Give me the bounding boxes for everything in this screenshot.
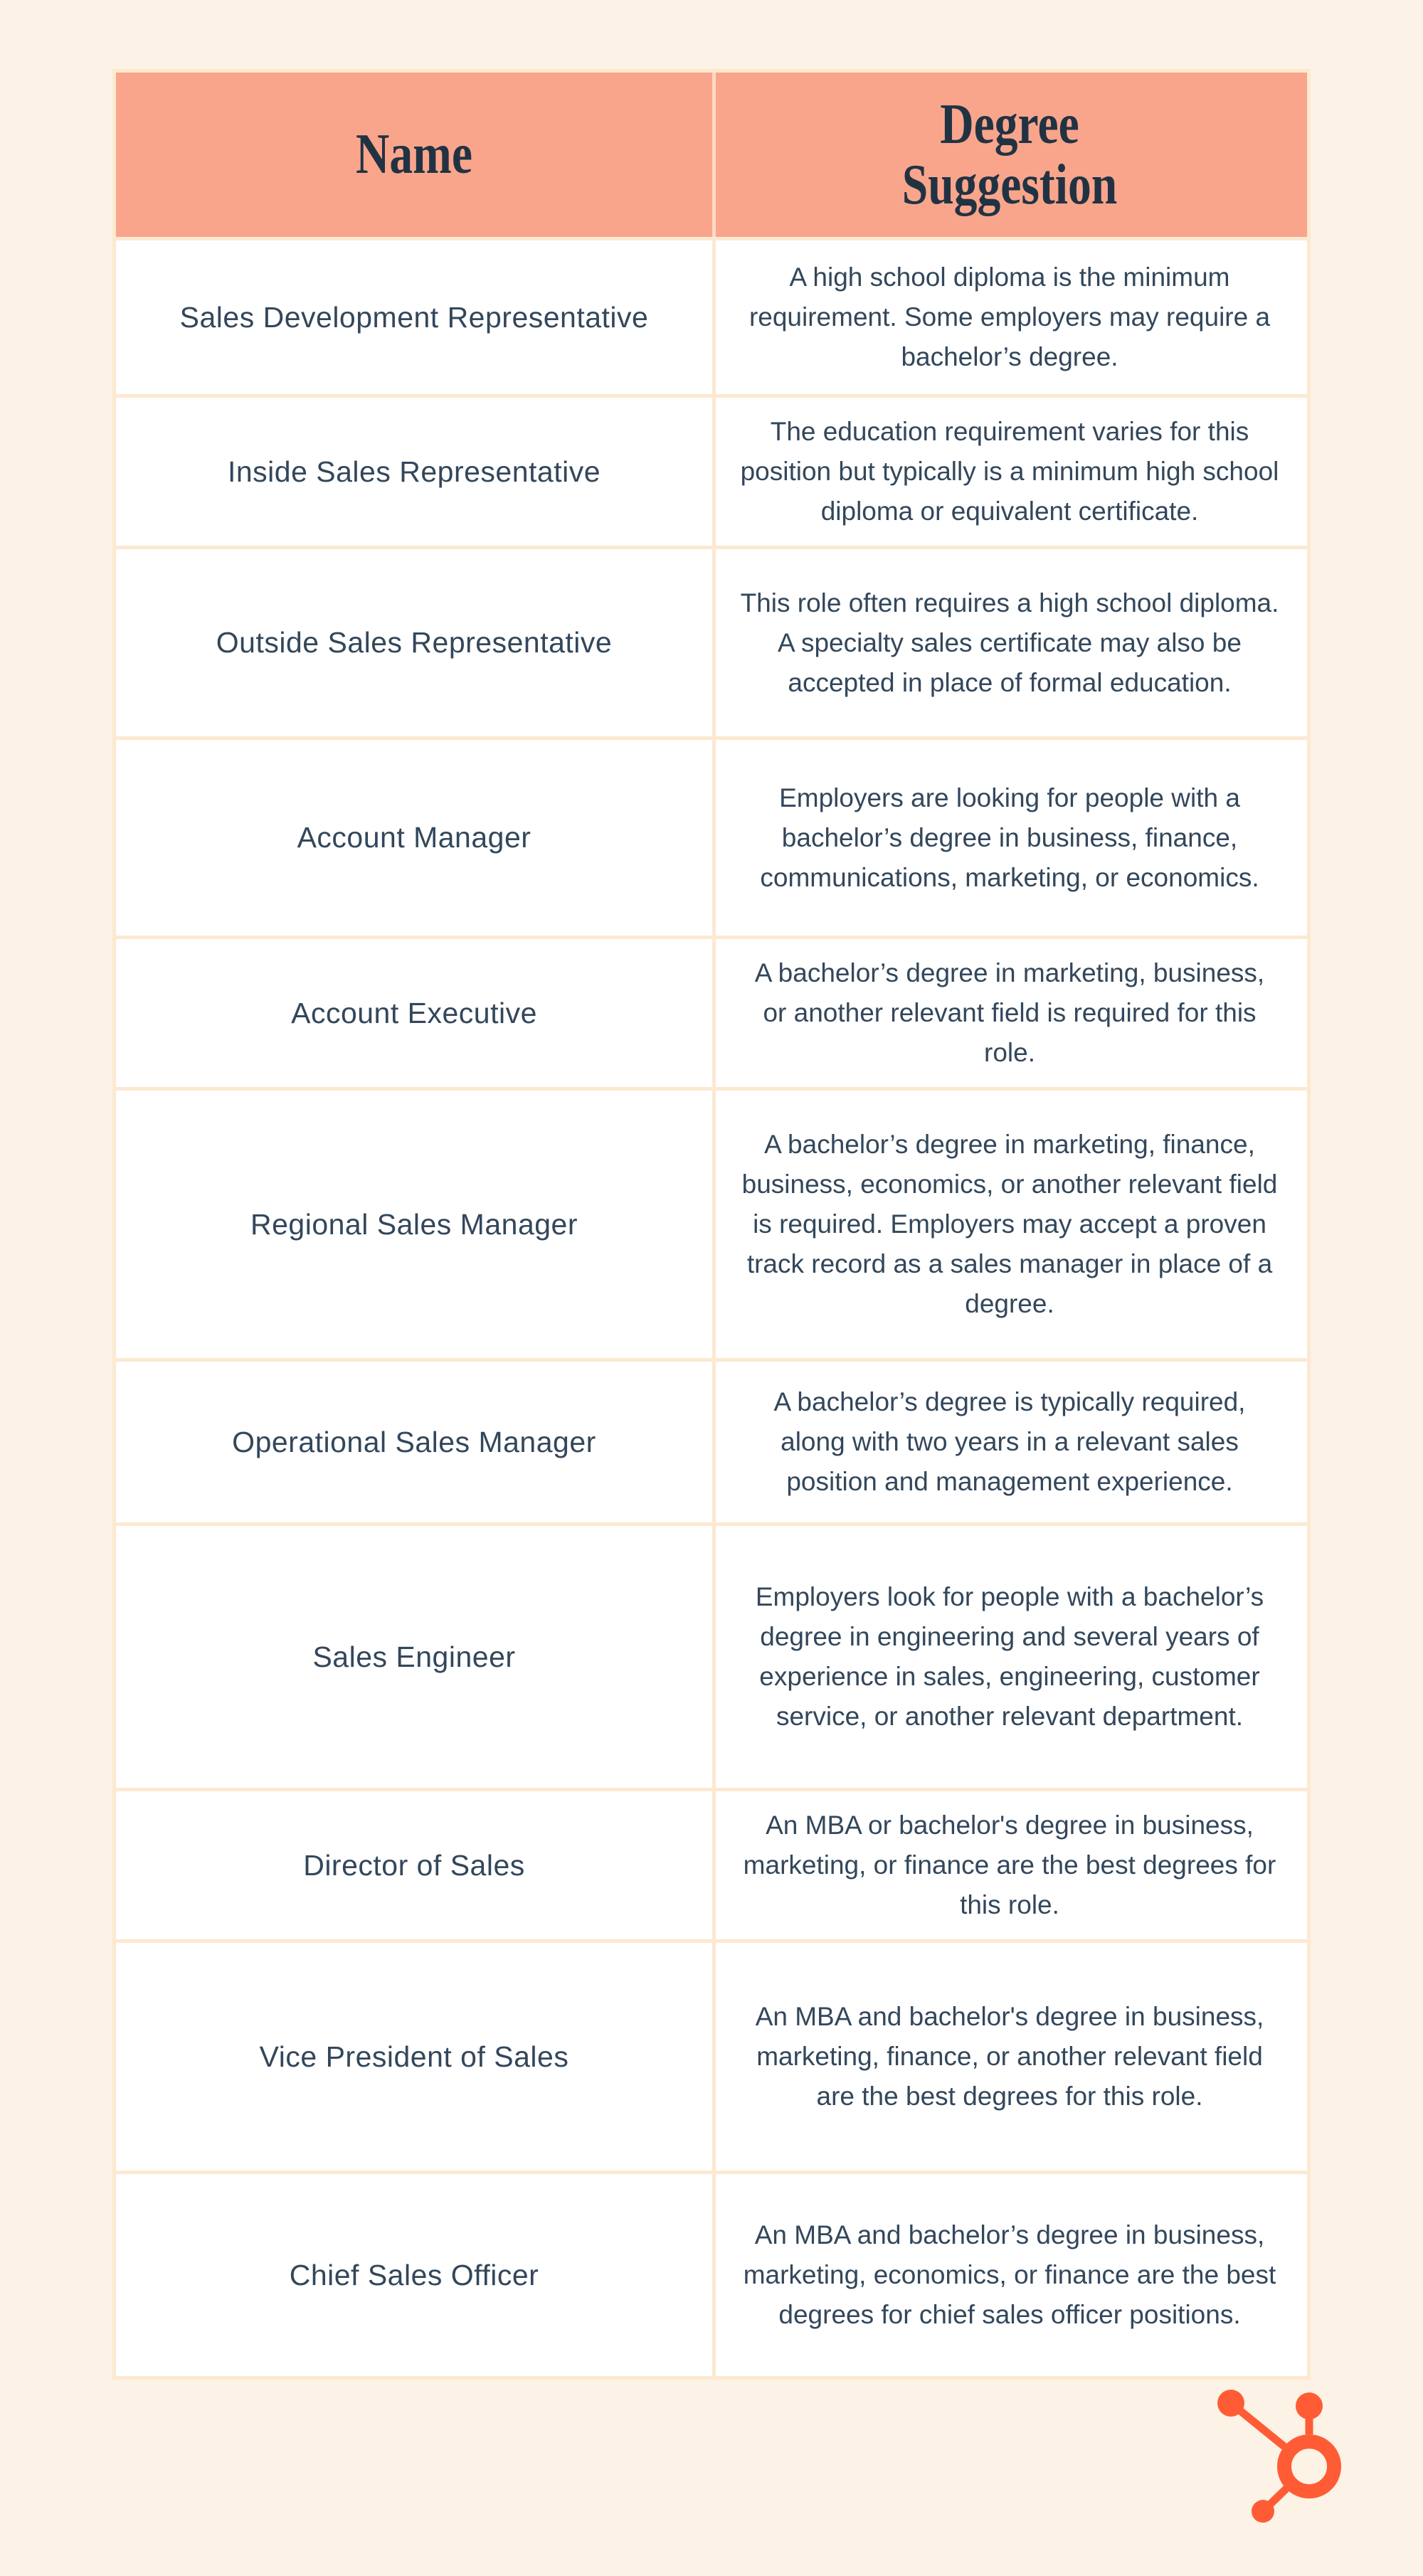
- role-name-text: Inside Sales Representative: [227, 455, 601, 488]
- role-name-text: Account Executive: [291, 996, 537, 1029]
- table-row: [116, 1358, 1307, 1522]
- degree-suggestion-text: A bachelor’s degree is typically required, along with two years in a relevant sales position and management experience.: [773, 1387, 1246, 1496]
- role-name-cell: [116, 1791, 716, 1939]
- role-name-cell: [116, 398, 716, 546]
- degree-suggestion-cell: [716, 740, 1303, 935]
- table-row: [116, 1087, 1307, 1358]
- degree-suggestion-text: This role often requires a high school diploma. A specialty sales certificate may also be accepted in place of formal education.: [740, 588, 1279, 697]
- degree-suggestion-cell: [716, 1091, 1303, 1358]
- table-row: [116, 1939, 1307, 2170]
- degree-suggestion-text: The education requirement varies for this position but typically is a minimum high school diploma or equivalent certificate.: [740, 417, 1279, 526]
- degree-suggestion-cell: [716, 1362, 1303, 1522]
- degree-suggestion-cell: [716, 240, 1303, 394]
- table-row: [116, 1788, 1307, 1939]
- role-name-text: Account Manager: [297, 821, 531, 854]
- degree-suggestion-cell: [716, 939, 1303, 1087]
- degree-suggestion-cell: [716, 1943, 1303, 2170]
- column-header-name: Name: [356, 123, 472, 186]
- degree-suggestion-cell: [716, 1526, 1303, 1788]
- role-name-cell: [116, 240, 716, 394]
- degree-suggestion-text: A bachelor’s degree in marketing, business, or another relevant field is required for this role.: [754, 958, 1265, 1067]
- role-name-cell: [116, 549, 716, 736]
- table-header-row: [116, 73, 1307, 237]
- role-name-text: Chief Sales Officer: [289, 2258, 539, 2291]
- role-name-cell: [116, 2174, 716, 2376]
- degree-suggestion-table: [112, 69, 1311, 2380]
- degree-suggestion-text: A bachelor’s degree in marketing, finance, business, economics, or another relevant field is required. Employers may accept a proven track record as a sales manager in place of a degree.: [741, 1130, 1278, 1318]
- degree-suggestion-cell: [716, 2174, 1303, 2376]
- degree-suggestion-text: An MBA and bachelor’s degree in business, marketing, economics, or finance are the best degrees for chief sales officer positions.: [743, 2220, 1276, 2329]
- degree-suggestion-text: An MBA and bachelor's degree in business, marketing, finance, or another relevant field are the best degrees for this role.: [755, 2002, 1264, 2111]
- role-name-text: Operational Sales Manager: [232, 1425, 596, 1458]
- degree-suggestion-text: Employers look for people with a bachelor’s degree in engineering and several years of experience in sales, engineering, customer service, or another relevant department.: [755, 1582, 1264, 1731]
- role-name-cell: [116, 1362, 716, 1522]
- header-cell-degree-suggestion: [716, 73, 1303, 237]
- role-name-text: Regional Sales Manager: [250, 1207, 578, 1241]
- degree-suggestion-cell: [716, 398, 1303, 546]
- table-row: [116, 2170, 1307, 2376]
- role-name-cell: [116, 1943, 716, 2170]
- role-name-text: Sales Development Representative: [179, 300, 649, 334]
- table-row: [116, 1522, 1307, 1788]
- role-name-cell: [116, 740, 716, 935]
- table-row: [116, 935, 1307, 1087]
- role-name-text: Director of Sales: [303, 1848, 525, 1882]
- role-name-cell: [116, 939, 716, 1087]
- degree-suggestion-cell: [716, 1791, 1303, 1939]
- degree-suggestion-cell: [716, 549, 1303, 736]
- role-name-text: Vice President of Sales: [259, 2040, 569, 2073]
- table-row: [116, 546, 1307, 736]
- header-cell-name: [116, 73, 716, 237]
- table-body: [116, 237, 1307, 2376]
- degree-suggestion-text: An MBA or bachelor's degree in business, marketing, or finance are the best degrees for this role.: [743, 1811, 1276, 1919]
- table-row: [116, 237, 1307, 394]
- degree-suggestion-text: A high school diploma is the minimum requirement. Some employers may require a bachelor’s degree.: [748, 263, 1271, 371]
- role-name-text: Sales Engineer: [312, 1640, 516, 1673]
- column-header-degree-suggestion: Degree Suggestion: [901, 92, 1118, 216]
- degree-suggestion-text: Employers are looking for people with a bachelor’s degree in business, finance, communications, marketing, or economics.: [760, 783, 1259, 892]
- table-row: [116, 394, 1307, 546]
- role-name-cell: [116, 1091, 716, 1358]
- table-row: [116, 736, 1307, 935]
- hubspot-sprocket-icon: [1210, 2382, 1352, 2531]
- role-name-text: Outside Sales Representative: [216, 626, 613, 659]
- role-name-cell: [116, 1526, 716, 1788]
